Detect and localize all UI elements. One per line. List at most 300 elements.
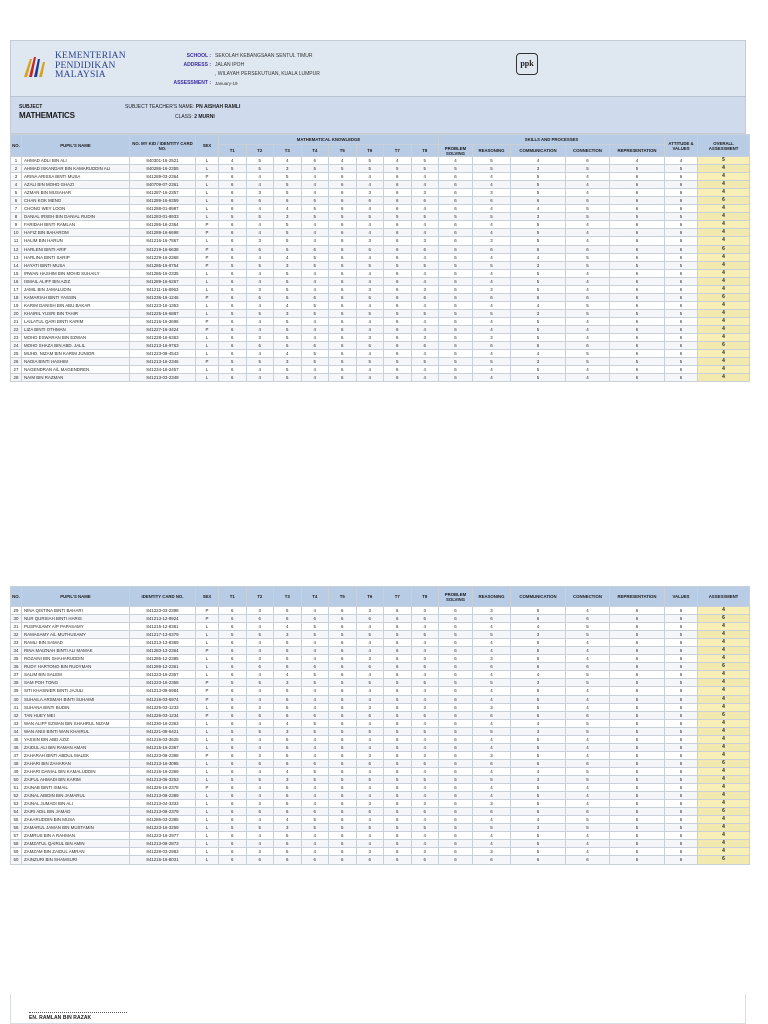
cell-representation: 5 — [610, 358, 665, 366]
table-row — [11, 173, 750, 181]
cell-t8: 5 — [411, 165, 439, 173]
col-group-skills: SKILLS AND PROCESSES — [439, 135, 665, 145]
cell-representation: 6 — [610, 695, 665, 703]
cell-attitude-values: 6 — [665, 800, 698, 808]
assessment-sheet-page-1 — [10, 40, 746, 382]
cell-t5: 6 — [329, 719, 357, 727]
cell-reasoning: 5 — [473, 213, 511, 221]
cell-t7: 6 — [384, 615, 412, 623]
cell-t4: 4 — [301, 848, 329, 856]
cell-reasoning: 4 — [473, 366, 511, 374]
cell-attitude-values: 6 — [665, 350, 698, 358]
cell-reasoning: 4 — [473, 719, 511, 727]
cell-sex: L — [196, 277, 219, 285]
cell-reasoning: 6 — [473, 808, 511, 816]
cell-id-number: 841219-16-6638 — [130, 245, 196, 253]
cell-problem-solving: 6 — [439, 181, 473, 189]
table-row — [11, 655, 750, 663]
cell-reasoning: 4 — [473, 173, 511, 181]
cell-t6: 4 — [356, 253, 384, 261]
cell-pupil-name: ZAINAL ABIDIN BIN JAMARUL — [22, 792, 130, 800]
cell-t6: 4 — [356, 743, 384, 751]
cell-representation: 6 — [610, 671, 665, 679]
cell-t3: 3 — [274, 213, 302, 221]
cell-t4: 4 — [301, 687, 329, 695]
cell-reasoning: 6 — [473, 342, 511, 350]
cell-representation: 6 — [610, 639, 665, 647]
cell-t3: 5 — [274, 285, 302, 293]
cell-t3: 6 — [274, 615, 302, 623]
cell-id-number: 840709-07-2361 — [130, 181, 196, 189]
cell-overall-assessment: 4 — [698, 695, 750, 703]
cell-problem-solving: 6 — [439, 767, 473, 775]
cell-pupil-name: ZAHARI DANIAL BIN KAMALUDDIN — [22, 767, 130, 775]
cell-t5: 6 — [329, 711, 357, 719]
cell-t4: 5 — [301, 767, 329, 775]
cell-t8: 6 — [411, 759, 439, 767]
cell-attitude-values: 6 — [665, 816, 698, 824]
cell-no: 2 — [11, 165, 22, 173]
cell-t3: 5 — [274, 687, 302, 695]
cell-no: 53 — [11, 800, 22, 808]
cell-t2: 3 — [246, 237, 274, 245]
cell-problem-solving: 5 — [439, 824, 473, 832]
cell-t8: 4 — [411, 181, 439, 189]
cell-t3: 5 — [274, 792, 302, 800]
cell-problem-solving: 6 — [439, 856, 473, 864]
cell-t1: 5 — [219, 631, 247, 639]
cell-overall-assessment: 4 — [698, 767, 750, 775]
cell-connection: 5 — [566, 767, 610, 775]
cell-communication: 5 — [511, 325, 566, 333]
cell-pupil-name: MOHD SHAZA BIN ABD. JALIL — [22, 342, 130, 350]
cell-t8: 5 — [411, 824, 439, 832]
cell-t2: 4 — [246, 229, 274, 237]
cell-overall-assessment: 4 — [698, 671, 750, 679]
cell-t4: 6 — [301, 759, 329, 767]
cell-t3: 5 — [274, 181, 302, 189]
cell-pupil-name: SITI KHASNIER BINTI JAJULI — [22, 687, 130, 695]
cell-t5: 6 — [329, 325, 357, 333]
cell-overall-assessment: 4 — [698, 751, 750, 759]
cell-representation: 6 — [610, 615, 665, 623]
cell-t4: 4 — [301, 277, 329, 285]
cell-t8: 4 — [411, 695, 439, 703]
cell-connection: 4 — [566, 655, 610, 663]
cell-t3: 5 — [274, 751, 302, 759]
cell-t1: 6 — [219, 623, 247, 631]
cell-t5: 6 — [329, 848, 357, 856]
cell-t2: 4 — [246, 623, 274, 631]
cell-t5: 6 — [329, 687, 357, 695]
cell-sex: P — [196, 253, 219, 261]
cell-no: 45 — [11, 735, 22, 743]
cell-id-number: 841213-16-2346 — [130, 358, 196, 366]
cell-t8: 4 — [411, 205, 439, 213]
cell-pupil-name: ZAINAB BINTI ISMAIL — [22, 784, 130, 792]
cell-t3: 6 — [274, 663, 302, 671]
cell-representation: 5 — [610, 213, 665, 221]
cell-representation: 6 — [610, 703, 665, 711]
cell-t7: 5 — [384, 775, 412, 783]
cell-t1: 5 — [219, 261, 247, 269]
cell-t2: 4 — [246, 221, 274, 229]
cell-reasoning: 6 — [473, 245, 511, 253]
cell-sex: L — [196, 832, 219, 840]
cell-t3: 5 — [274, 237, 302, 245]
cell-id-number: 841223-16-1353 — [130, 301, 196, 309]
cell-t4: 4 — [301, 647, 329, 655]
cell-t7: 6 — [384, 189, 412, 197]
cell-attitude-values: 6 — [665, 325, 698, 333]
cell-connection: 4 — [566, 784, 610, 792]
cell-reasoning: 4 — [473, 695, 511, 703]
cell-attitude-values: 5 — [665, 775, 698, 783]
cell-pupil-name: ARINA ARISSA BINTI MUSA — [22, 173, 130, 181]
cell-communication: 3 — [511, 261, 566, 269]
cell-t7: 6 — [384, 229, 412, 237]
cell-communication: 3 — [511, 165, 566, 173]
cell-pupil-name: RAMLI BIN SAMAD — [22, 639, 130, 647]
cell-t1: 6 — [219, 366, 247, 374]
cell-no: 21 — [11, 317, 22, 325]
cell-communication: 3 — [511, 824, 566, 832]
cell-t5: 6 — [329, 751, 357, 759]
cell-connection: 4 — [566, 317, 610, 325]
cell-t8: 4 — [411, 671, 439, 679]
cell-reasoning: 5 — [473, 727, 511, 735]
cell-connection: 5 — [566, 623, 610, 631]
cell-problem-solving: 5 — [439, 213, 473, 221]
cell-sex: P — [196, 695, 219, 703]
cell-t4: 4 — [301, 703, 329, 711]
cell-attitude-values: 6 — [665, 695, 698, 703]
cell-no: 15 — [11, 269, 22, 277]
cell-id-number: 841236-16-1246 — [130, 293, 196, 301]
cell-overall-assessment: 4 — [698, 173, 750, 181]
cell-overall-assessment: 4 — [698, 317, 750, 325]
cell-t7: 6 — [384, 197, 412, 205]
cell-t6: 4 — [356, 221, 384, 229]
cell-attitude-values: 6 — [665, 366, 698, 374]
col-t8-p2: T8 — [411, 587, 439, 607]
cell-no: 22 — [11, 325, 22, 333]
cell-problem-solving: 6 — [439, 607, 473, 615]
col-representation-p2: REPRESENTATION — [610, 587, 665, 607]
cell-reasoning: 4 — [473, 647, 511, 655]
cell-id-number: 841217-13-6379 — [130, 631, 196, 639]
cell-t2: 4 — [246, 181, 274, 189]
cell-connection: 4 — [566, 743, 610, 751]
col-t2: T2 — [246, 145, 274, 157]
cell-t8: 3 — [411, 334, 439, 342]
cell-t5: 6 — [329, 759, 357, 767]
cell-problem-solving: 6 — [439, 237, 473, 245]
cell-t1: 6 — [219, 655, 247, 663]
cell-overall-assessment: 6 — [698, 197, 750, 205]
cell-t7: 5 — [384, 727, 412, 735]
cell-connection: 6 — [566, 245, 610, 253]
cell-t7: 5 — [384, 824, 412, 832]
cell-sex: L — [196, 350, 219, 358]
cell-connection: 6 — [566, 615, 610, 623]
cell-id-number: 840286-16-2355 — [130, 165, 196, 173]
cell-t6: 4 — [356, 623, 384, 631]
cell-problem-solving: 5 — [439, 631, 473, 639]
cell-t2: 3 — [246, 848, 274, 856]
cell-t2: 6 — [246, 245, 274, 253]
cell-no: 33 — [11, 639, 22, 647]
cell-t4: 6 — [301, 615, 329, 623]
cell-t6: 4 — [356, 269, 384, 277]
cell-t5: 5 — [329, 727, 357, 735]
cell-reasoning: 4 — [473, 784, 511, 792]
cell-reasoning: 6 — [473, 197, 511, 205]
cell-connection: 4 — [566, 848, 610, 856]
cell-t3: 5 — [274, 695, 302, 703]
cell-t3: 5 — [274, 840, 302, 848]
cell-communication: 5 — [511, 221, 566, 229]
cell-problem-solving: 6 — [439, 245, 473, 253]
cell-t8: 4 — [411, 325, 439, 333]
cell-problem-solving: 6 — [439, 269, 473, 277]
cell-t3: 5 — [274, 639, 302, 647]
cell-t8: 4 — [411, 639, 439, 647]
cell-t4: 4 — [301, 607, 329, 615]
address-line-1: JALAN IPOH — [215, 62, 245, 68]
cell-t4: 5 — [301, 261, 329, 269]
cell-overall-assessment: 4 — [698, 824, 750, 832]
cell-sex: L — [196, 800, 219, 808]
table-row — [11, 358, 750, 366]
cell-communication: 4 — [511, 301, 566, 309]
cell-t1: 6 — [219, 639, 247, 647]
cell-pupil-name: TAN HUEY MEI — [22, 711, 130, 719]
cell-t3: 3 — [274, 309, 302, 317]
cell-representation: 5 — [610, 727, 665, 735]
cell-attitude-values: 6 — [665, 792, 698, 800]
cell-reasoning: 3 — [473, 751, 511, 759]
table-row — [11, 301, 750, 309]
cell-overall-assessment: 6 — [698, 856, 750, 864]
cell-id-number: 841286-03-2385 — [130, 816, 196, 824]
cell-problem-solving: 6 — [439, 848, 473, 856]
cell-t3: 6 — [274, 711, 302, 719]
cell-t5: 5 — [329, 261, 357, 269]
cell-t4: 4 — [301, 325, 329, 333]
cell-sex: P — [196, 173, 219, 181]
cell-t4: 5 — [301, 205, 329, 213]
cell-t8: 4 — [411, 221, 439, 229]
cell-communication: 5 — [511, 181, 566, 189]
cell-problem-solving: 6 — [439, 623, 473, 631]
cell-t2: 5 — [246, 261, 274, 269]
cell-sex: L — [196, 727, 219, 735]
cell-pupil-name: KARIM DANISH BIN ABU BAKAR — [22, 301, 130, 309]
cell-t3: 5 — [274, 325, 302, 333]
cell-problem-solving: 6 — [439, 711, 473, 719]
cell-pupil-name: RINA MAIZNAH BINTI ALI MAMAK — [22, 647, 130, 655]
cell-problem-solving: 5 — [439, 679, 473, 687]
cell-no: 12 — [11, 245, 22, 253]
cell-t6: 4 — [356, 173, 384, 181]
cell-pupil-name: AZMAN BIN MUSAHAR — [22, 189, 130, 197]
cell-t6: 4 — [356, 366, 384, 374]
cell-t4: 4 — [301, 735, 329, 743]
table-row — [11, 334, 750, 342]
cell-no: 41 — [11, 703, 22, 711]
cell-no: 31 — [11, 623, 22, 631]
cell-sex: L — [196, 301, 219, 309]
cell-t2: 5 — [246, 727, 274, 735]
cell-t1: 6 — [219, 615, 247, 623]
cell-overall-assessment: 6 — [698, 808, 750, 816]
cell-representation: 6 — [610, 759, 665, 767]
cell-overall-assessment: 4 — [698, 374, 750, 382]
cell-pupil-name: SALIM BIN SALEM — [22, 671, 130, 679]
table-row — [11, 784, 750, 792]
cell-sex: L — [196, 775, 219, 783]
cell-sex: L — [196, 735, 219, 743]
cell-t5: 5 — [329, 679, 357, 687]
cell-id-number: 841213-04-3333 — [130, 800, 196, 808]
cell-t4: 6 — [301, 711, 329, 719]
cell-problem-solving: 6 — [439, 173, 473, 181]
cell-t4: 4 — [301, 832, 329, 840]
cell-reasoning: 5 — [473, 824, 511, 832]
cell-problem-solving: 6 — [439, 317, 473, 325]
cell-t4: 5 — [301, 165, 329, 173]
cell-t8: 3 — [411, 848, 439, 856]
cell-problem-solving: 6 — [439, 285, 473, 293]
cell-t3: 5 — [274, 800, 302, 808]
cell-overall-assessment: 6 — [698, 663, 750, 671]
cell-sex: L — [196, 655, 219, 663]
col-t1-p2: T1 — [219, 587, 247, 607]
cell-t3: 3 — [274, 679, 302, 687]
cell-id-number: 841213-06-3253 — [130, 775, 196, 783]
cell-overall-assessment: 4 — [698, 647, 750, 655]
cell-communication: 3 — [511, 309, 566, 317]
cell-t6: 4 — [356, 229, 384, 237]
cell-t8: 4 — [411, 350, 439, 358]
cell-t5: 5 — [329, 824, 357, 832]
cell-t7: 6 — [384, 848, 412, 856]
cell-reasoning: 4 — [473, 840, 511, 848]
cell-t3: 5 — [274, 334, 302, 342]
cell-reasoning: 6 — [473, 711, 511, 719]
cell-t6: 4 — [356, 301, 384, 309]
cell-problem-solving: 6 — [439, 374, 473, 382]
teacher-name — [125, 104, 240, 110]
cell-communication: 5 — [511, 800, 566, 808]
cell-no: 43 — [11, 719, 22, 727]
cell-overall-assessment: 4 — [698, 221, 750, 229]
cell-t5: 6 — [329, 663, 357, 671]
cell-id-number: 841228-03-2983 — [130, 848, 196, 856]
col-name-p2: PUPIL'S NAME — [22, 587, 130, 607]
col-attitude-p2: VALUES — [665, 587, 698, 607]
cell-t8: 4 — [411, 792, 439, 800]
col-reasoning: REASONING — [473, 145, 511, 157]
cell-communication: 5 — [511, 703, 566, 711]
cell-t3: 5 — [274, 703, 302, 711]
cell-t8: 4 — [411, 317, 439, 325]
cell-t5: 6 — [329, 173, 357, 181]
cell-t7: 6 — [384, 800, 412, 808]
cell-t8: 6 — [411, 711, 439, 719]
cell-t6: 6 — [356, 856, 384, 864]
table-row — [11, 221, 750, 229]
cell-reasoning: 3 — [473, 655, 511, 663]
cell-id-number: 841213-16-3095 — [130, 759, 196, 767]
cell-communication: 5 — [511, 743, 566, 751]
col-t3-p2: T3 — [274, 587, 302, 607]
cell-t6: 3 — [356, 237, 384, 245]
cell-overall-assessment: 4 — [698, 703, 750, 711]
cell-communication: 5 — [511, 840, 566, 848]
cell-no: 51 — [11, 784, 22, 792]
cell-connection: 4 — [566, 325, 610, 333]
cell-representation: 6 — [610, 301, 665, 309]
cell-connection: 5 — [566, 671, 610, 679]
cell-sex: L — [196, 671, 219, 679]
cell-connection: 4 — [566, 607, 610, 615]
cell-t5: 6 — [329, 253, 357, 261]
cell-t7: 6 — [384, 663, 412, 671]
cell-t1: 5 — [219, 165, 247, 173]
cell-communication: 5 — [511, 277, 566, 285]
cell-t1: 6 — [219, 181, 247, 189]
cell-problem-solving: 6 — [439, 743, 473, 751]
cell-t6: 5 — [356, 824, 384, 832]
cell-problem-solving: 6 — [439, 229, 473, 237]
cell-t7: 6 — [384, 607, 412, 615]
cell-t1: 6 — [219, 301, 247, 309]
cell-attitude-values: 6 — [665, 197, 698, 205]
cell-t4: 4 — [301, 655, 329, 663]
cell-sex: P — [196, 317, 219, 325]
assessment-table-1 — [10, 134, 750, 382]
cell-id-number: 841226-16-2378 — [130, 784, 196, 792]
cell-id-number: 841288-01-8987 — [130, 205, 196, 213]
cell-representation: 5 — [610, 165, 665, 173]
cell-t2: 4 — [246, 253, 274, 261]
table-row — [11, 189, 750, 197]
cell-connection: 4 — [566, 639, 610, 647]
cell-t4: 4 — [301, 269, 329, 277]
cell-t5: 6 — [329, 671, 357, 679]
cell-communication: 6 — [511, 711, 566, 719]
cell-no: 57 — [11, 832, 22, 840]
cell-t8: 4 — [411, 784, 439, 792]
cell-problem-solving: 6 — [439, 792, 473, 800]
cell-t1: 6 — [219, 325, 247, 333]
cell-t4: 4 — [301, 189, 329, 197]
cell-pupil-name: IRWAN HASHIM BIN MOHD SUHAILY — [22, 269, 130, 277]
cell-t3: 6 — [274, 759, 302, 767]
cell-t1: 5 — [219, 679, 247, 687]
cell-t2: 6 — [246, 615, 274, 623]
cell-no: 56 — [11, 824, 22, 832]
cell-pupil-name: SUHAILA ARSMAH BINTI SUHAIMI — [22, 695, 130, 703]
cell-pupil-name: RAMASAMY A/L MUTHUSAMY — [22, 631, 130, 639]
cell-sex: L — [196, 703, 219, 711]
col-group-math-knowledge: MATHEMATICAL KNOWLEDGE — [219, 135, 439, 145]
cell-t8: 4 — [411, 374, 439, 382]
cell-attitude-values: 6 — [665, 269, 698, 277]
cell-t2: 5 — [246, 358, 274, 366]
